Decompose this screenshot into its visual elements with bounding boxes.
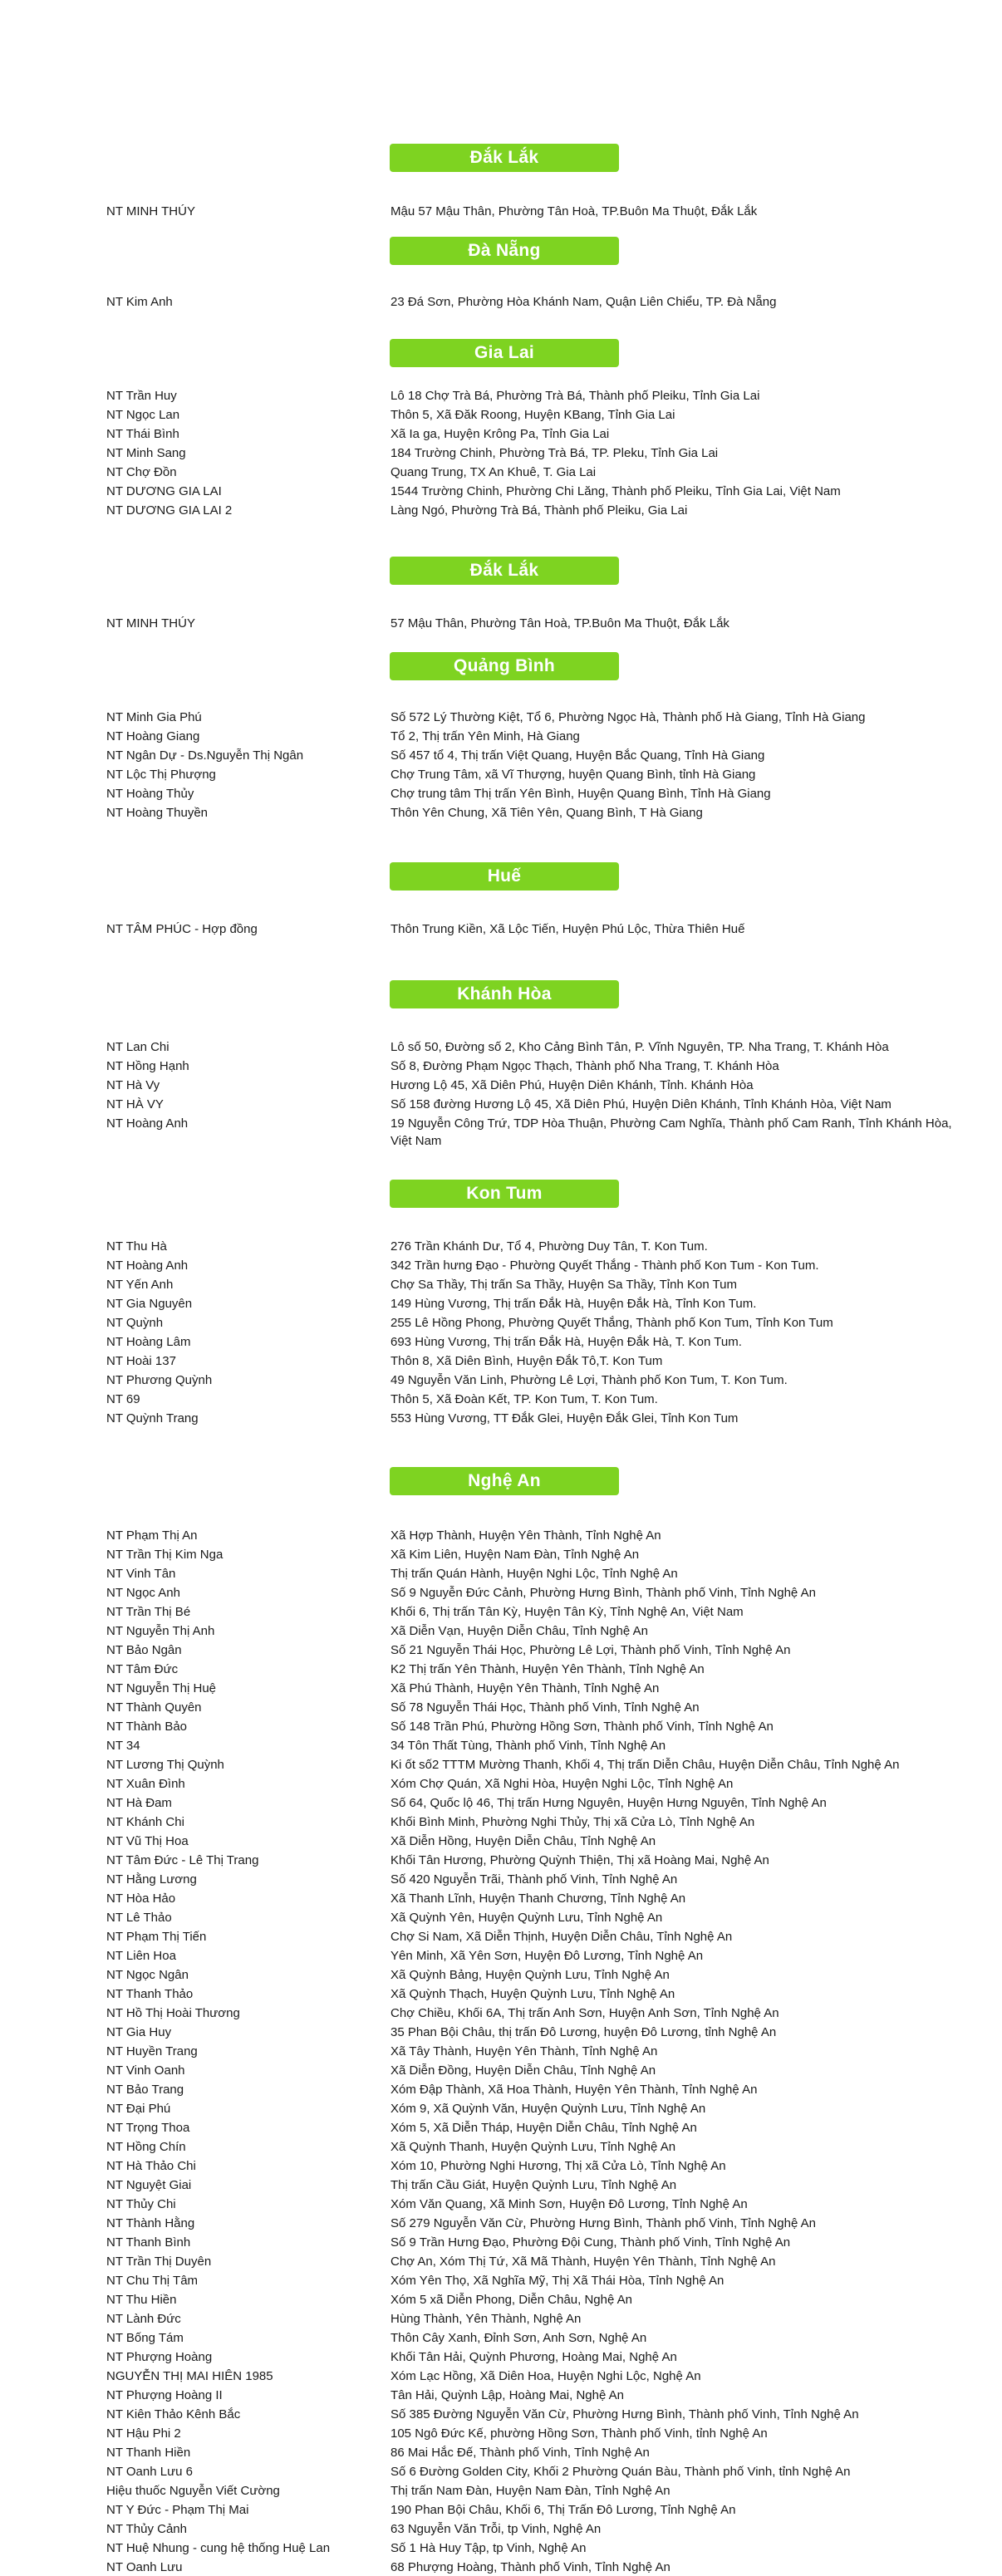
pharmacy-row xyxy=(0,1527,1002,1544)
pharmacy-row xyxy=(0,1257,1002,1274)
pharmacy-name: NT Ngân Dự - Ds.Nguyễn Thị Ngân xyxy=(106,748,304,763)
pharmacy-row xyxy=(0,2348,1002,2366)
pharmacy-address: Số 572 Lý Thường Kiệt, Tổ 6, Phường Ngọc Hà, Thành phố Hà Giang, Tỉnh Hà Giang xyxy=(390,710,866,724)
pharmacy-address: 553 Hùng Vương, TT Đắk Glei, Huyện Đắk Glei, Tỉnh Kon Tum xyxy=(390,1411,739,1425)
pharmacy-address: 35 Phan Bội Châu, thị trấn Đô Lương, huyện Đô Lương, tỉnh Nghệ An xyxy=(390,2025,777,2039)
pharmacy-address: Số 9 Trần Hưng Đạo, Phường Đội Cung, Thành phố Vinh, Tỉnh Nghệ An xyxy=(390,2235,791,2250)
pharmacy-row xyxy=(0,293,1002,311)
pharmacy-row xyxy=(0,2004,1002,2022)
pharmacy-address: 190 Phan Bội Châu, Khối 6, Thị Trấn Đô Lương, Tỉnh Nghệ An xyxy=(390,2503,736,2517)
pharmacy-name: NT Lương Thị Quỳnh xyxy=(106,1758,224,1772)
pharmacy-name: NT HÀ VY xyxy=(106,1097,164,1111)
pharmacy-address: Chợ Sa Thầy, Thị trấn Sa Thầy, Huyện Sa Thầy, Tỉnh Kon Tum xyxy=(390,1278,737,1292)
pharmacy-row xyxy=(0,1718,1002,1735)
pharmacy-address: 1544 Trường Chinh, Phường Chi Lăng, Thành phố Pleiku, Tỉnh Gia Lai, Việt Nam xyxy=(390,484,841,498)
pharmacy-row xyxy=(0,2024,1002,2041)
pharmacy-address: Số 158 đường Hương Lộ 45, Xã Diên Phú, Huyện Diên Khánh, Tỉnh Khánh Hòa, Việt Nam xyxy=(390,1097,891,1111)
pharmacy-row xyxy=(0,2253,1002,2270)
pharmacy-name: NT DƯƠNG GIA LAI 2 xyxy=(106,503,233,518)
pharmacy-name: NT TÂM PHÚC - Hợp đồng xyxy=(106,922,258,936)
pharmacy-row xyxy=(0,2539,1002,2557)
pharmacy-name: NT Phượng Hoàng II xyxy=(106,2388,223,2402)
pharmacy-row xyxy=(0,2406,1002,2423)
pharmacy-name: NT Y Đức - Phạm Thị Mai xyxy=(106,2503,249,2517)
pharmacy-address: Xóm Đập Thành, Xã Hoa Thành, Huyện Yên Thành, Tỉnh Nghệ An xyxy=(390,2083,758,2097)
pharmacy-name: NT Trần Thị Kim Nga xyxy=(106,1548,223,1562)
pharmacy-name: NT 69 xyxy=(106,1392,140,1406)
pharmacy-name: NT Vũ Thị Hoa xyxy=(106,1834,189,1848)
pharmacy-name: NT Đại Phú xyxy=(106,2102,171,2116)
pharmacy-address: Thị trấn Quán Hành, Huyện Nghi Lộc, Tỉnh Nghệ An xyxy=(390,1567,678,1581)
pharmacy-name: NT Thành Quyên xyxy=(106,1700,202,1715)
pharmacy-address: Xã Quỳnh Thạch, Huyện Quỳnh Lưu, Tỉnh Nghệ An xyxy=(390,1987,675,2001)
pharmacy-name: NT DƯƠNG GIA LAI xyxy=(106,484,222,498)
pharmacy-name: NT Trần Huy xyxy=(106,389,177,403)
pharmacy-name: NT Thủy Cảnh xyxy=(106,2522,187,2536)
pharmacy-address: Số 9 Nguyễn Đức Cảnh, Phường Hưng Bình, Thành phố Vinh, Tỉnh Nghệ An xyxy=(390,1586,816,1600)
pharmacy-row xyxy=(0,1622,1002,1640)
pharmacy-name: NT Trọng Thoa xyxy=(106,2121,190,2135)
pharmacy-name: NT Yến Anh xyxy=(106,1278,174,1292)
pharmacy-row xyxy=(0,2463,1002,2480)
pharmacy-address: Thôn 8, Xã Diên Bình, Huyện Đắk Tô,T. Kon Tum xyxy=(390,1354,663,1368)
pharmacy-address: 49 Nguyễn Văn Linh, Phường Lê Lợi, Thành phố Kon Tum, T. Kon Tum. xyxy=(390,1373,788,1387)
pharmacy-row xyxy=(0,766,1002,783)
pharmacy-name: NT Kim Anh xyxy=(106,295,173,309)
pharmacy-name: NT Thanh Bình xyxy=(106,2235,191,2250)
pharmacy-address: 342 Trần hưng Đạo - Phường Quyết Thắng - Thành phố Kon Tum - Kon Tum. xyxy=(390,1259,819,1273)
pharmacy-row xyxy=(0,1928,1002,1945)
pharmacy-row xyxy=(0,1661,1002,1678)
pharmacy-name: NT Hà Vy xyxy=(106,1078,160,1092)
pharmacy-address: Thôn Yên Chung, Xã Tiên Yên, Quang Bình, T Hà Giang xyxy=(390,806,703,820)
pharmacy-row xyxy=(0,2196,1002,2213)
pharmacy-address: Làng Ngó, Phường Trà Bá, Thành phố Pleiku, Gia Lai xyxy=(390,503,688,518)
pharmacy-name: NT Quỳnh Trang xyxy=(106,1411,199,1425)
pharmacy-address: Hương Lộ 45, Xã Diên Phú, Huyện Diên Khánh, Tỉnh. Khánh Hòa xyxy=(390,1078,754,1092)
section-header: Gia Lai xyxy=(390,339,619,367)
pharmacy-name: NT Nguyệt Giai xyxy=(106,2178,192,2192)
pharmacy-name: NT Nguyễn Thị Anh xyxy=(106,1624,215,1638)
pharmacy-address: 105 Ngô Đức Kế, phường Hồng Sơn, Thành phố Vinh, tỉnh Nghệ An xyxy=(390,2426,768,2441)
pharmacy-name: NT Hòa Hảo xyxy=(106,1892,176,1906)
pharmacy-row xyxy=(0,1096,1002,1113)
pharmacy-name: NT Thu Hiền xyxy=(106,2293,177,2307)
pharmacy-row xyxy=(0,1565,1002,1582)
pharmacy-address: Xóm Lạc Hồng, Xã Diên Hoa, Huyện Nghi Lộc, Nghệ An xyxy=(390,2369,701,2383)
pharmacy-address: Xã Tây Thành, Huyện Yên Thành, Tỉnh Nghệ An xyxy=(390,2044,658,2058)
pharmacy-name: NT Xuân Đình xyxy=(106,1777,185,1791)
pharmacy-address: Mậu 57 Mậu Thân, Phường Tân Hoà, TP.Buôn Ma Thuột, Đắk Lắk xyxy=(390,204,758,218)
pharmacy-row xyxy=(0,615,1002,632)
pharmacy-row xyxy=(0,2081,1002,2098)
pharmacy-row xyxy=(0,728,1002,745)
pharmacy-row xyxy=(0,747,1002,764)
pharmacy-name: NT Hậu Phi 2 xyxy=(106,2426,181,2441)
pharmacy-address: Xã Phú Thành, Huyện Yên Thành, Tỉnh Nghệ An xyxy=(390,1681,660,1695)
pharmacy-name: NT Lộc Thị Phượng xyxy=(106,768,216,782)
pharmacy-address: 149 Hùng Vương, Thị trấn Đắk Hà, Huyện Đắk Hà, Tỉnh Kon Tum. xyxy=(390,1297,757,1311)
pharmacy-address: Chợ trung tâm Thị trấn Yên Bình, Huyện Quang Bình, Tỉnh Hà Giang xyxy=(390,787,771,801)
pharmacy-address: Số 279 Nguyễn Văn Cừ, Phường Hưng Bình, Thành phố Vinh, Tỉnh Nghệ An xyxy=(390,2216,816,2230)
pharmacy-address: Xã Thanh Lĩnh, Huyện Thanh Chương, Tỉnh Nghệ An xyxy=(390,1892,686,1906)
section-header: Đà Nẵng xyxy=(390,237,619,265)
pharmacy-address: Xã Diễn Hồng, Huyện Diễn Châu, Tỉnh Nghệ An xyxy=(390,1834,656,1848)
section-header: Đắk Lắk xyxy=(390,557,619,585)
pharmacy-name: NT Phạm Thị An xyxy=(106,1528,198,1543)
pharmacy-row xyxy=(0,2215,1002,2232)
pharmacy-name: NT Thu Hà xyxy=(106,1239,167,1254)
pharmacy-name: NT Hoàng Lâm xyxy=(106,1335,191,1349)
pharmacy-name: NT Hà Đam xyxy=(106,1796,172,1810)
pharmacy-name: NT Huệ Nhung - cung hệ thống Huệ Lan xyxy=(106,2541,331,2555)
pharmacy-row xyxy=(0,1890,1002,1907)
pharmacy-name: NT Bống Tám xyxy=(106,2331,184,2345)
pharmacy-name: NT Kiên Thảo Kênh Bắc xyxy=(106,2407,241,2421)
pharmacy-name: NT Hoài 137 xyxy=(106,1354,176,1368)
pharmacy-row xyxy=(0,1641,1002,1659)
pharmacy-row xyxy=(0,2291,1002,2309)
pharmacy-address: Xóm Văn Quang, Xã Minh Sơn, Huyện Đô Lương, Tỉnh Nghệ An xyxy=(390,2197,748,2211)
section-header: Quảng Bình xyxy=(390,652,619,680)
pharmacy-address: Thị trấn Nam Đàn, Huyện Nam Đàn, Tỉnh Nghệ An xyxy=(390,2484,670,2498)
pharmacy-row xyxy=(0,483,1002,500)
pharmacy-row xyxy=(0,2329,1002,2347)
pharmacy-address: Ki ốt số2 TTTM Mường Thanh, Khối 4, Thị trấn Diễn Châu, Huyện Diễn Châu, Tỉnh Nghệ An xyxy=(390,1758,900,1772)
pharmacy-address: Khối 6, Thị trấn Tân Kỳ, Huyện Tân Kỳ, Tỉnh Nghệ An, Việt Nam xyxy=(390,1605,744,1619)
pharmacy-name: NT MINH THÚY xyxy=(106,204,195,218)
pharmacy-name: NT Ngọc Lan xyxy=(106,408,180,422)
pharmacy-address: Chợ Chiều, Khối 6A, Thị trấn Anh Sơn, Huyện Anh Sơn, Tỉnh Nghệ An xyxy=(390,2006,779,2020)
pharmacy-address: Xã Kim Liên, Huyện Nam Đàn, Tỉnh Nghệ An xyxy=(390,1548,640,1562)
pharmacy-name: NT Vinh Oanh xyxy=(106,2063,185,2078)
pharmacy-row xyxy=(0,1546,1002,1563)
pharmacy-address: Số 457 tổ 4, Thị trấn Việt Quang, Huyện Bắc Quang, Tỉnh Hà Giang xyxy=(390,748,765,763)
pharmacy-name: NT Phương Quỳnh xyxy=(106,1373,213,1387)
pharmacy-row xyxy=(0,2482,1002,2500)
pharmacy-address: Xã Ia ga, Huyện Krông Pa, Tỉnh Gia Lai xyxy=(390,427,610,441)
pharmacy-name: NT Minh Sang xyxy=(106,446,186,460)
pharmacy-name: NT Lành Đức xyxy=(106,2312,181,2326)
pharmacy-row xyxy=(0,1794,1002,1812)
pharmacy-row xyxy=(0,1238,1002,1255)
pharmacy-name: NT Liên Hoa xyxy=(106,1949,176,1963)
pharmacy-name: NT Chợ Đồn xyxy=(106,465,177,479)
pharmacy-name: NT Thành Bảo xyxy=(106,1720,188,1734)
pharmacy-address: Quang Trung, TX An Khuê, T. Gia Lai xyxy=(390,465,597,479)
pharmacy-name: NT Minh Gia Phú xyxy=(106,710,202,724)
pharmacy-name: NT Lan Chi xyxy=(106,1040,169,1054)
pharmacy-name: NT Thủy Chi xyxy=(106,2197,176,2211)
pharmacy-address: Hùng Thành, Yên Thành, Nghệ An xyxy=(390,2312,582,2326)
pharmacy-name: NT Thanh Thảo xyxy=(106,1987,194,2001)
pharmacy-row xyxy=(0,2119,1002,2137)
pharmacy-row xyxy=(0,464,1002,481)
pharmacy-address: Thôn 5, Xã Đoàn Kết, TP. Kon Tum, T. Kon Tum. xyxy=(390,1392,658,1406)
pharmacy-address: Xã Quỳnh Bảng, Huyện Quỳnh Lưu, Tỉnh Nghệ An xyxy=(390,1968,670,1982)
pharmacy-row xyxy=(0,1909,1002,1926)
pharmacy-row xyxy=(0,2157,1002,2175)
pharmacy-name: NT Hồ Thị Hoài Thương xyxy=(106,2006,240,2020)
pharmacy-name: NT Trần Thị Duyên xyxy=(106,2255,212,2269)
pharmacy-address: Xã Diễn Vạn, Huyện Diễn Châu, Tỉnh Nghệ An xyxy=(390,1624,648,1638)
pharmacy-address: Khối Tân Hương, Phường Quỳnh Thiện, Thị xã Hoàng Mai, Nghệ An xyxy=(390,1853,769,1867)
pharmacy-row xyxy=(0,709,1002,726)
pharmacy-name: NT Chu Thị Tâm xyxy=(106,2274,199,2288)
pharmacy-row xyxy=(0,2425,1002,2442)
pharmacy-address: Số 385 Đường Nguyễn Văn Cừ, Phường Hưng Bình, Thành phố Vinh, Tỉnh Nghệ An xyxy=(390,2407,859,2421)
pharmacy-address: Xóm Chợ Quán, Xã Nghi Hòa, Huyện Nghi Lộc, Tỉnh Nghệ An xyxy=(390,1777,734,1791)
pharmacy-address: Số 148 Trần Phú, Phường Hồng Sơn, Thành phố Vinh, Tỉnh Nghệ An xyxy=(390,1720,774,1734)
pharmacy-name: NT Oanh Lưu xyxy=(106,2560,183,2574)
pharmacy-address: 276 Trần Khánh Dư, Tổ 4, Phường Duy Tân, T. Kon Tum. xyxy=(390,1239,708,1254)
pharmacy-address: Số 420 Nguyễn Trãi, Thành phố Vinh, Tỉnh Nghệ An xyxy=(390,1872,678,1887)
pharmacy-name: NT Oanh Lưu 6 xyxy=(106,2465,193,2479)
pharmacy-row xyxy=(0,1833,1002,1850)
pharmacy-address: 68 Phượng Hoàng, Thành phố Vinh, Tỉnh Nghệ An xyxy=(390,2560,670,2574)
pharmacy-name: NGUYỄN THỊ MAI HIÊN 1985 xyxy=(106,2369,273,2383)
pharmacy-row xyxy=(0,1603,1002,1621)
pharmacy-name: NT Nguyễn Thị Huệ xyxy=(106,1681,217,1695)
pharmacy-address: Xã Hợp Thành, Huyện Yên Thành, Tỉnh Nghệ An xyxy=(390,1528,661,1543)
section-header: Khánh Hòa xyxy=(390,980,619,1008)
pharmacy-address: Lô số 50, Đường số 2, Kho Cảng Bình Tân, P. Vĩnh Nguyên, TP. Nha Trang, T. Khánh Hòa xyxy=(390,1040,889,1054)
pharmacy-address: 19 Nguyễn Công Trứ, TDP Hòa Thuận, Phường Cam Nghĩa, Thành phố Cam Ranh, Tỉnh Khánh Hòa, Việt Nam xyxy=(390,1116,952,1148)
pharmacy-name: NT Ngọc Ngân xyxy=(106,1968,189,1982)
pharmacy-address: Xã Quỳnh Thanh, Huyện Quỳnh Lưu, Tỉnh Nghệ An xyxy=(390,2140,676,2154)
pharmacy-row xyxy=(0,2387,1002,2404)
pharmacy-address: 693 Hùng Vương, Thị trấn Đắk Hà, Huyện Đắk Hà, T. Kon Tum. xyxy=(390,1335,742,1349)
pharmacy-row xyxy=(0,1391,1002,1408)
pharmacy-address: 86 Mai Hắc Đế, Thành phố Vinh, Tỉnh Nghệ An xyxy=(390,2446,650,2460)
pharmacy-address: Lô 18 Chợ Trà Bá, Phường Trà Bá, Thành phố Pleiku, Tỉnh Gia Lai xyxy=(390,389,760,403)
pharmacy-row xyxy=(0,387,1002,405)
pharmacy-row xyxy=(0,1985,1002,2003)
pharmacy-name: NT Hồng Chín xyxy=(106,2140,186,2154)
pharmacy-row xyxy=(0,444,1002,462)
pharmacy-row xyxy=(0,2501,1002,2519)
pharmacy-address: Chợ Trung Tâm, xã Vĩ Thượng, huyện Quang Bình, tỉnh Hà Giang xyxy=(390,768,756,782)
pharmacy-name: NT Vinh Tân xyxy=(106,1567,176,1581)
section-header: Đắk Lắk xyxy=(390,144,619,172)
pharmacy-row xyxy=(0,1871,1002,1888)
pharmacy-address: Xã Quỳnh Yên, Huyện Quỳnh Lưu, Tỉnh Nghệ An xyxy=(390,1911,663,1925)
pharmacy-address: 63 Nguyễn Văn Trỗi, tp Vinh, Nghệ An xyxy=(390,2522,602,2536)
pharmacy-row xyxy=(0,1947,1002,1965)
pharmacy-name: NT Phượng Hoàng xyxy=(106,2350,213,2364)
pharmacy-row xyxy=(0,1966,1002,1984)
pharmacy-row xyxy=(0,1333,1002,1351)
pharmacy-row xyxy=(0,1775,1002,1793)
pharmacy-name: NT Thành Hằng xyxy=(106,2216,195,2230)
pharmacy-row xyxy=(0,2138,1002,2156)
pharmacy-name: NT Hà Thảo Chi xyxy=(106,2159,196,2173)
pharmacy-row xyxy=(0,920,1002,938)
pharmacy-name: NT Hoàng Thủy xyxy=(106,787,194,801)
pharmacy-name: NT Bảo Ngân xyxy=(106,1643,182,1657)
section-header: Nghệ An xyxy=(390,1467,619,1495)
pharmacy-row xyxy=(0,1584,1002,1602)
pharmacy-address: Thôn 5, Xã Đăk Roong, Huyện KBang, Tỉnh Gia Lai xyxy=(390,408,675,422)
pharmacy-row xyxy=(0,1813,1002,1831)
pharmacy-address: Xóm 5, Xã Diễn Tháp, Huyện Diễn Châu, Tỉnh Nghệ An xyxy=(390,2121,697,2135)
pharmacy-name: NT Tâm Đức xyxy=(106,1662,179,1676)
pharmacy-row xyxy=(0,1077,1002,1094)
pharmacy-name: NT Hoàng Giang xyxy=(106,729,200,743)
pharmacy-address: Thôn Cây Xanh, Đỉnh Sơn, Anh Sơn, Nghệ An xyxy=(390,2331,647,2345)
pharmacy-address: Số 64, Quốc lộ 46, Thị trấn Hưng Nguyên, Huyện Hưng Nguyên, Tỉnh Nghệ An xyxy=(390,1796,827,1810)
pharmacy-row xyxy=(0,425,1002,443)
pharmacy-address: Thôn Trung Kiền, Xã Lộc Tiến, Huyện Phú Lộc, Thừa Thiên Huế xyxy=(390,922,745,936)
pharmacy-row xyxy=(0,1295,1002,1313)
pharmacy-address: Xóm 9, Xã Quỳnh Văn, Huyện Quỳnh Lưu, Tỉnh Nghệ An xyxy=(390,2102,706,2116)
pharmacy-name: NT Hoàng Thuyền xyxy=(106,806,209,820)
pharmacy-address: 57 Mậu Thân, Phường Tân Hoà, TP.Buôn Ma Thuột, Đắk Lắk xyxy=(390,616,729,631)
pharmacy-address: Xã Diễn Đồng, Huyện Diễn Châu, Tỉnh Nghệ An xyxy=(390,2063,656,2078)
pharmacy-row xyxy=(0,2520,1002,2538)
pharmacy-row xyxy=(0,2444,1002,2461)
pharmacy-address: Xóm 10, Phường Nghi Hương, Thị xã Cửa Lò, Tỉnh Nghệ An xyxy=(390,2159,726,2173)
pharmacy-row xyxy=(0,502,1002,519)
pharmacy-address: Chợ Si Nam, Xã Diễn Thịnh, Huyện Diễn Châu, Tỉnh Nghệ An xyxy=(390,1930,733,1944)
pharmacy-name: NT Trần Thị Bé xyxy=(106,1605,191,1619)
pharmacy-address: Khối Tân Hải, Quỳnh Phương, Hoàng Mai, Nghệ An xyxy=(390,2350,677,2364)
pharmacy-name: NT Huyền Trang xyxy=(106,2044,198,2058)
pharmacy-row xyxy=(0,1371,1002,1389)
pharmacy-address: Số 6 Đường Golden City, Khối 2 Phường Quán Bàu, Thành phố Vinh, tỉnh Nghệ An xyxy=(390,2465,851,2479)
pharmacy-name: NT Khánh Chi xyxy=(106,1815,184,1829)
pharmacy-row xyxy=(0,1852,1002,1869)
section-header: Kon Tum xyxy=(390,1180,619,1208)
pharmacy-name: NT MINH THÚY xyxy=(106,616,195,631)
pharmacy-name: NT Hồng Hạnh xyxy=(106,1059,189,1073)
pharmacy-address: Số 78 Nguyễn Thái Học, Thành phố Vinh, Tỉnh Nghệ An xyxy=(390,1700,700,1715)
pharmacy-row xyxy=(0,1756,1002,1774)
pharmacy-address: Thị trấn Cầu Giát, Huyện Quỳnh Lưu, Tỉnh Nghệ An xyxy=(390,2178,677,2192)
section-header: Huế xyxy=(390,862,619,891)
pharmacy-row xyxy=(0,1115,1002,1150)
pharmacy-address: Tổ 2, Thị trấn Yên Minh, Hà Giang xyxy=(390,729,580,743)
pharmacy-row xyxy=(0,1276,1002,1293)
pharmacy-address: Số 8, Đường Phạm Ngọc Thạch, Thành phố Nha Trang, T. Khánh Hòa xyxy=(390,1059,779,1073)
pharmacy-address: Tân Hải, Quỳnh Lập, Hoàng Mai, Nghệ An xyxy=(390,2388,625,2402)
pharmacy-address: 34 Tôn Thất Tùng, Thành phố Vinh, Tỉnh Nghệ An xyxy=(390,1739,666,1753)
pharmacy-name: NT Thái Bình xyxy=(106,427,179,441)
pharmacy-name: Hiệu thuốc Nguyễn Viết Cường xyxy=(106,2484,280,2498)
pharmacy-name: NT Tâm Đức - Lê Thị Trang xyxy=(106,1853,259,1867)
pharmacy-name: NT Ngọc Anh xyxy=(106,1586,180,1600)
pharmacy-name: NT Gia Nguyên xyxy=(106,1297,193,1311)
pharmacy-row xyxy=(0,1352,1002,1370)
pharmacy-address: 23 Đá Sơn, Phường Hòa Khánh Nam, Quận Liên Chiểu, TP. Đà Nẵng xyxy=(390,295,777,309)
pharmacy-address: Chợ An, Xóm Thị Tứ, Xã Mã Thành, Huyện Yên Thành, Tỉnh Nghệ An xyxy=(390,2255,776,2269)
pharmacy-row xyxy=(0,1699,1002,1716)
pharmacy-address: Số 1 Hà Huy Tập, tp Vinh, Nghệ An xyxy=(390,2541,587,2555)
pharmacy-row xyxy=(0,2559,1002,2576)
pharmacy-address: Xóm 5 xã Diễn Phong, Diễn Châu, Nghệ An xyxy=(390,2293,633,2307)
pharmacy-row xyxy=(0,1314,1002,1332)
pharmacy-row xyxy=(0,2062,1002,2079)
pharmacy-row xyxy=(0,203,1002,220)
pharmacy-address: K2 Thị trấn Yên Thành, Huyện Yên Thành, Tỉnh Nghệ An xyxy=(390,1662,705,1676)
pharmacy-address: Khối Bình Minh, Phường Nghi Thủy, Thị xã Cửa Lò, Tỉnh Nghệ An xyxy=(390,1815,755,1829)
pharmacy-row xyxy=(0,2100,1002,2117)
pharmacy-address: Số 21 Nguyễn Thái Học, Phường Lê Lợi, Thành phố Vinh, Tỉnh Nghệ An xyxy=(390,1643,791,1657)
pharmacy-row xyxy=(0,1410,1002,1427)
pharmacy-row xyxy=(0,2310,1002,2328)
pharmacy-row xyxy=(0,2176,1002,2194)
pharmacy-name: NT Phạm Thị Tiến xyxy=(106,1930,207,1944)
pharmacy-address: 184 Trường Chinh, Phường Trà Bá, TP. Pleku, Tỉnh Gia Lai xyxy=(390,446,719,460)
pharmacy-name: NT Quỳnh xyxy=(106,1316,164,1330)
pharmacy-row xyxy=(0,2043,1002,2060)
pharmacy-row xyxy=(0,2367,1002,2385)
pharmacy-name: NT Thanh Hiền xyxy=(106,2446,191,2460)
pharmacy-row xyxy=(0,785,1002,802)
pharmacy-name: NT Lê Thảo xyxy=(106,1911,172,1925)
pharmacy-name: NT Hoàng Anh xyxy=(106,1259,189,1273)
pharmacy-address: 255 Lê Hồng Phong, Phường Quyết Thắng, Thành phố Kon Tum, Tỉnh Kon Tum xyxy=(390,1316,833,1330)
pharmacy-row xyxy=(0,2272,1002,2289)
pharmacy-row xyxy=(0,1737,1002,1754)
pharmacy-row xyxy=(0,1038,1002,1056)
pharmacy-name: NT Gia Huy xyxy=(106,2025,172,2039)
pharmacy-name: NT Bảo Trang xyxy=(106,2083,184,2097)
pharmacy-row xyxy=(0,406,1002,424)
pharmacy-row xyxy=(0,1680,1002,1697)
pharmacy-address: Yên Minh, Xã Yên Sơn, Huyện Đô Lương, Tỉnh Nghệ An xyxy=(390,1949,704,1963)
pharmacy-row xyxy=(0,2234,1002,2251)
pharmacy-row xyxy=(0,804,1002,822)
pharmacy-name: NT Hằng Lương xyxy=(106,1872,197,1887)
pharmacy-row xyxy=(0,1057,1002,1075)
pharmacy-address: Xóm Yên Thọ, Xã Nghĩa Mỹ, Thị Xã Thái Hòa, Tỉnh Nghệ An xyxy=(390,2274,724,2288)
pharmacy-name: NT 34 xyxy=(106,1739,140,1753)
pharmacy-name: NT Hoàng Anh xyxy=(106,1116,189,1131)
